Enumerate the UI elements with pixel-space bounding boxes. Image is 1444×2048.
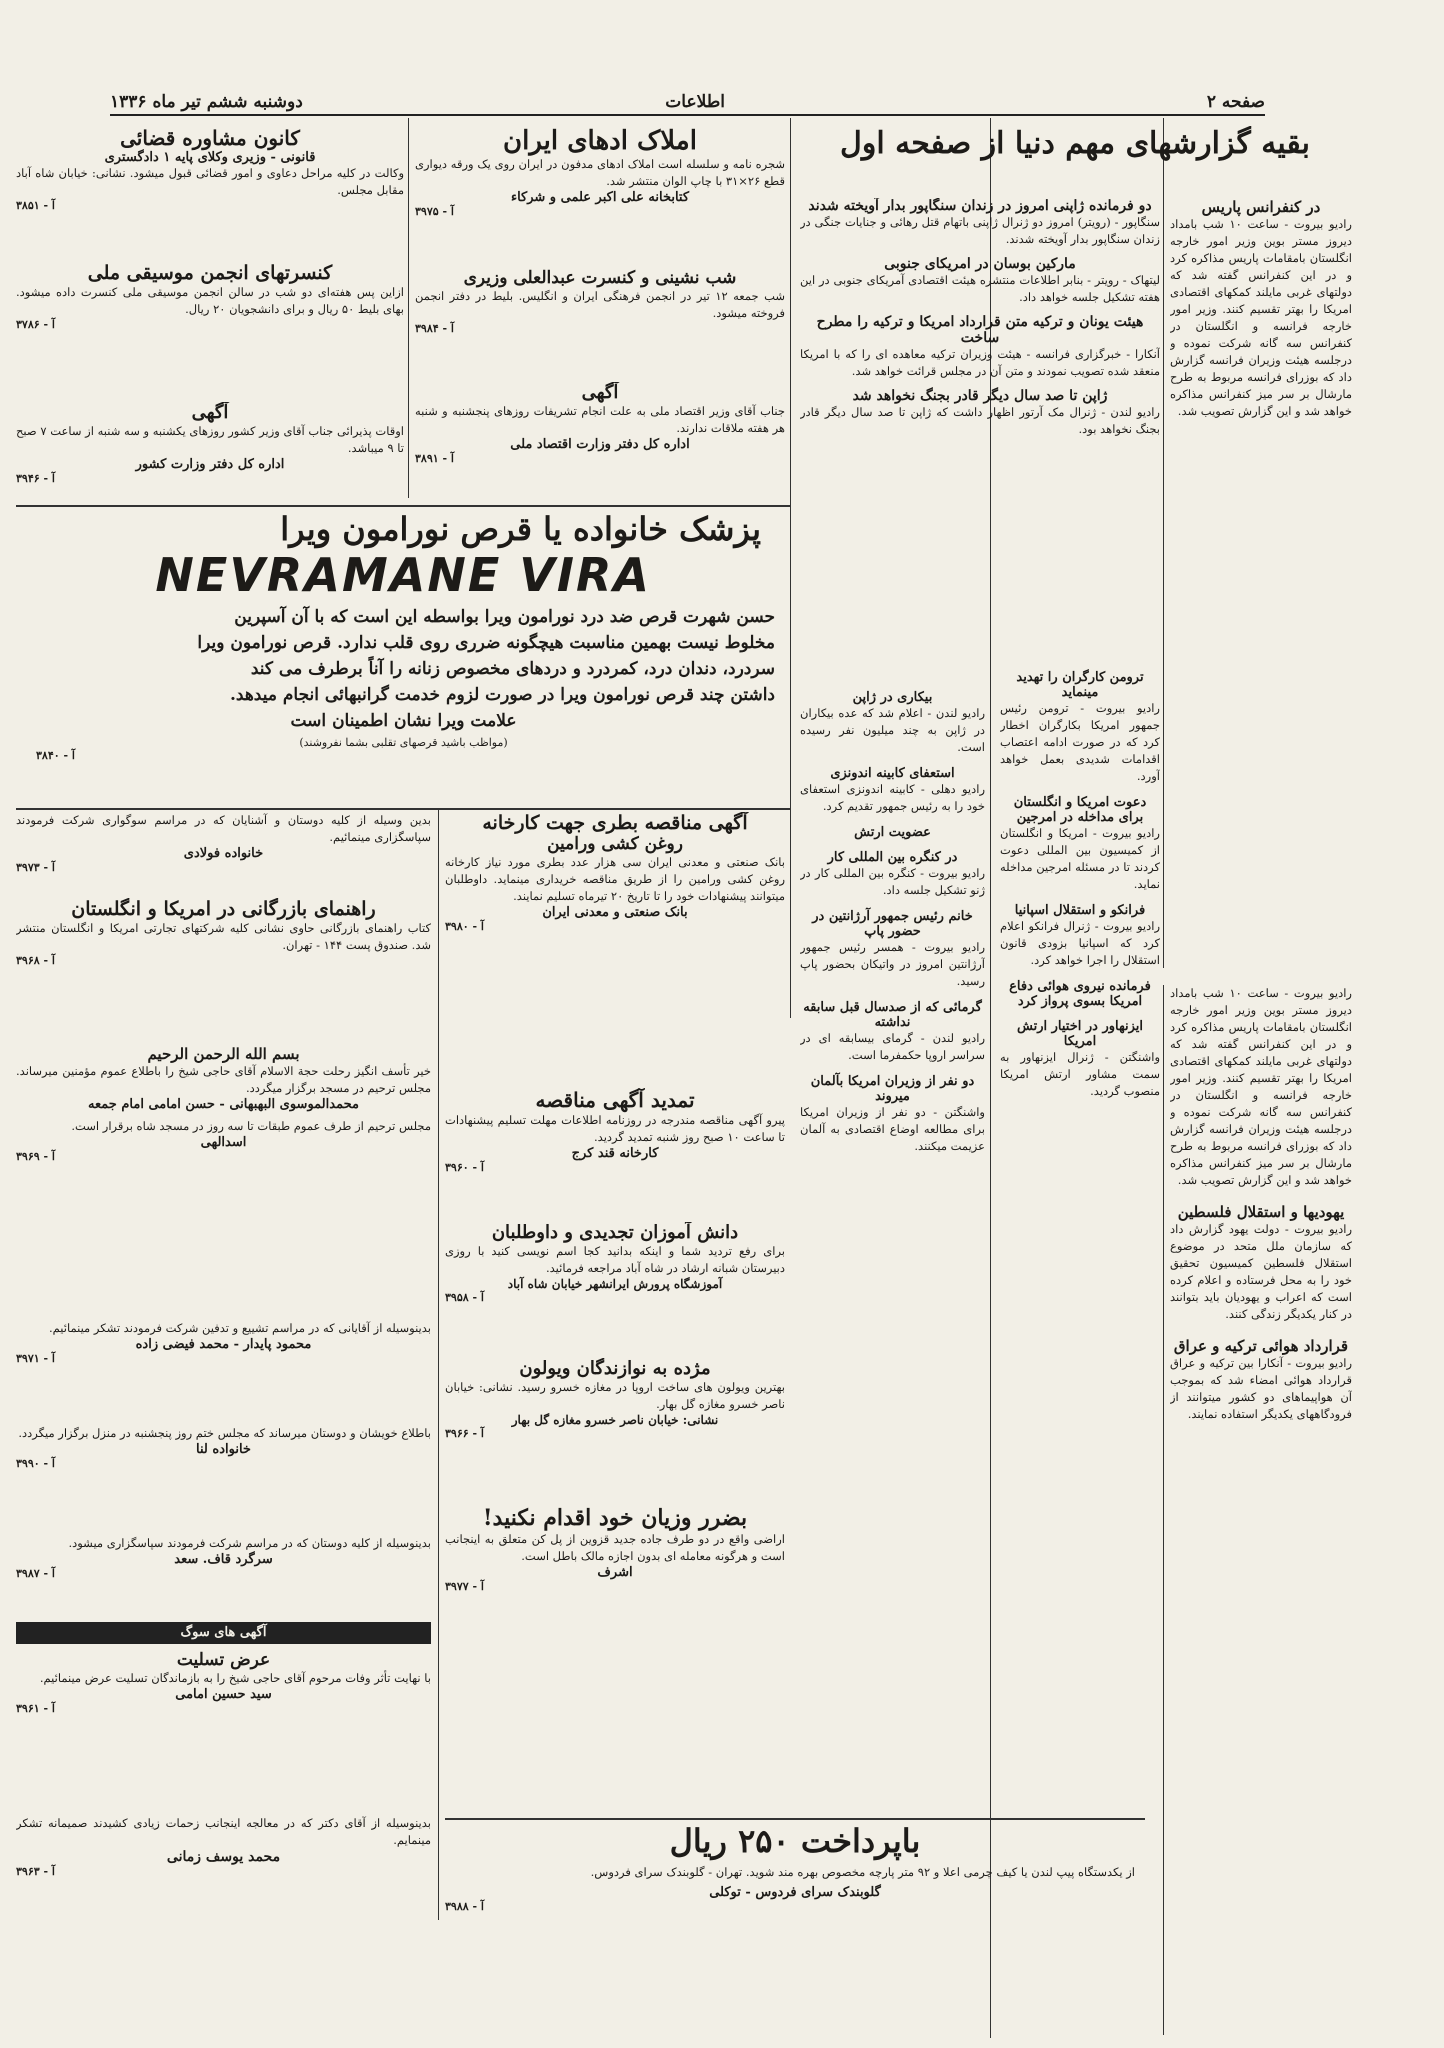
ad-sign: اداره کل دفتر وزارت کشور bbox=[135, 457, 285, 472]
right-column-lower bbox=[1170, 985, 1352, 2035]
ad-code: آ - ۳۹۷۵ bbox=[415, 205, 454, 218]
column-rule bbox=[408, 118, 409, 498]
besm-notice bbox=[16, 1045, 431, 1315]
story-body: رادیو بیروت - آنکارا بین ترکیه و عراق قرارداد هوائی امضاء شد که بموجب آن هواپیماهای دو کشور میتوانند از فرودگاههای یکدیگر استفاده نمایند. bbox=[1170, 1356, 1352, 1421]
ad-code: آ - ۳۹۶۸ bbox=[16, 954, 55, 967]
ad-code: آ - ۳۷۸۶ bbox=[16, 318, 55, 331]
story-title: بیکاری در ژاپن bbox=[852, 690, 933, 705]
ad-body: وکالت در کلیه مراحل دعاوی و امور قضائی قبول میشود. نشانی: خیابان شاه آباد مقابل مجلس. bbox=[16, 166, 404, 197]
zamani-notice bbox=[16, 1815, 431, 2030]
story-title: ترومن کارگران را تهدید مینماید bbox=[1016, 670, 1144, 700]
notice-body: بدینوسیله از کلیه دوستان که در مراسم شرکت فرمودند سپاسگزاری میشود. bbox=[68, 1536, 431, 1550]
story-title: استعفای کابینه اندونزی bbox=[830, 766, 955, 781]
story-title: در کنفرانس پاریس bbox=[1201, 198, 1321, 216]
story-body: رادیو بیروت - ساعت ۱۰ شب بامداد دیروز مستر بوین وزیر امور خارجه انگلستان بامقامات پاریس مذاکره کرد و در این کنفرانس گفته شد که دولتهای غربی مایلند کمکهای اقتصادی امریکا را بهتر تقسیم کنند. وزیر امور خارجه فرانسه و انگلستان در کنفرانس سه گانه شرکت نموده و درجلسه هیئت وزیران فرانسه گزارش داد که بوزرای فرانسه مربوط به طرح مارشال بر سر میز کنفرانس مذاکره خواهد شد و این گزارش تصویب شد. bbox=[1170, 217, 1352, 418]
story-title: دو فرمانده ژاپنی امروز در زندان سنگاپور بدار آویخته شدند bbox=[808, 198, 1152, 214]
ad-sign: نشانی: خیابان ناصر خسرو مغازه گل بهار bbox=[511, 1413, 719, 1427]
section-rule bbox=[16, 808, 791, 810]
ad-body: اوقات پذیرائی جناب آقای وزیر کشور روزهای یکشنبه و سه شنبه از ساعت ۷ صبح تا ۹ میباشد. bbox=[16, 424, 404, 455]
ad-code: آ - ۳۹۹۰ bbox=[16, 1457, 55, 1470]
story-title: فرمانده نیروی هوائی دفاع امریکا بسوی پرواز کرد bbox=[1009, 979, 1151, 1009]
ad-code: آ - ۳۹۶۰ bbox=[445, 1161, 484, 1174]
sogvari-banner: آگهی های سوگ bbox=[16, 1622, 431, 1644]
story-body: رادیو بیروت - دولت یهود گزارش داد که سازمان ملل متحد در موضوع استقلال فلسطین کمیسیون تحقیق خود را به محل فرستاده و اعلام کرده است که اعراب و یهودیان باید بتوانند در کنار یکدیگر زندگی کنند. bbox=[1170, 1222, 1352, 1321]
notice-sign: خانواده لنا bbox=[196, 1442, 251, 1457]
ad-title: دانش آموزان تجدیدی و داوطلبان bbox=[491, 1222, 739, 1243]
agahi-ad bbox=[415, 382, 785, 500]
monaqese-ad bbox=[445, 812, 785, 1082]
column-rule bbox=[1163, 118, 1164, 968]
lana-notice bbox=[16, 1425, 431, 1530]
ad-title: املاک ادهای ایران bbox=[503, 126, 697, 156]
ad-body: از یکدستگاه پیپ لندن یا کیف چرمی اعلا و ۹۲ متر پارچه مخصوص بهره مند شوید. تهران - گلوبندک سرای فردوس. bbox=[590, 1865, 1135, 1879]
story-body: رادیو دهلی - کابینه اندونزی استعفای خود را به رئیس جمهور تقدیم کرد. bbox=[800, 782, 985, 813]
ad-body: کتاب راهنمای بازرگانی حاوی نشانی کلیه شرکتهای تجارتی امریکا و انگلستان منتشر شد. صندوق پست ۱۴۴ - تهران. bbox=[16, 921, 431, 952]
ad-code: آ - ۳۹۵۸ bbox=[445, 1291, 484, 1304]
story-title: مارکین بوسان در امریکای جنوبی bbox=[884, 256, 1076, 272]
ad-body: بانک صنعتی و معدنی ایران سی هزار عدد بطری مورد نیاز کارخانه روغن کشی ورامین را از طریق مناقصه خریداری مینماید. داوطلبان میتوانند پیشنهادات خود را تا تاریخ ۲۰ تیرماه تسلیم نمایند. bbox=[445, 855, 785, 903]
story-body: رادیو بیروت - ترومن رئیس جمهور امریکا بکارگران اخطار کرد که در صورت ادامه اعتصاب اقدامات شدیدی بعمل خواهد آورد. bbox=[1000, 701, 1160, 783]
ad-title: آگهی bbox=[581, 382, 619, 403]
ad-code: آ - ۳۹۸۰ bbox=[445, 920, 484, 933]
story-body: رادیو بیروت - همسر رئیس جمهور آرژانتین امروز در واتیکان بحضور پاپ رسید. bbox=[800, 940, 985, 988]
vira-slogan: علامت ویرا نشان اطمینان است bbox=[290, 711, 517, 731]
notice-title: عرض تسلیت bbox=[176, 1650, 271, 1670]
vira-note: (مواظب باشید قرصهای تقلبی بشما نفروشند) bbox=[299, 736, 508, 749]
ad-code: آ - ۳۹۶۱ bbox=[16, 1702, 55, 1715]
ad-code: آ - ۳۹۸۸ bbox=[445, 1900, 484, 1913]
story-title: خانم رئیس جمهور آرژانتین در حضور پاپ bbox=[812, 909, 973, 939]
ad-code: آ - ۳۹۶۳ bbox=[16, 1865, 55, 1878]
ad-subtitle: قانونی - وزیری وکلای پایه ۱ دادگستری bbox=[104, 150, 316, 165]
story-title: فرانکو و استقلال اسپانیا bbox=[1014, 903, 1146, 918]
column-rule bbox=[438, 810, 439, 1920]
ad-title: تمدید آگهی مناقصه bbox=[535, 1088, 695, 1112]
vira-line: حسن شهرت قرص ضد درد نورامون ویرا بواسطه این است که با آن آسپرین bbox=[234, 607, 775, 627]
notice-sign: محمدالموسوی البهبهانی - حسن امامی امام جمعه bbox=[88, 1097, 359, 1112]
ad-body: برای رفع تردید شما و اینکه بدانید کجا اسم نویسی کنید با روزی دبیرستان شبانه ارشاد در شاه آباد مراجعه فرمائید. bbox=[445, 1244, 785, 1275]
sargord-notice bbox=[16, 1535, 431, 1615]
notice-sign: سید حسین امامی bbox=[175, 1687, 272, 1702]
story-title: دعوت امریکا و انگلستان برای مداخله در امرجین bbox=[1013, 795, 1147, 825]
ad-sign: اشرف bbox=[597, 1565, 633, 1580]
story-title: دو نفر از وزیران امریکا بآلمان میروند bbox=[810, 1074, 975, 1104]
agahi-ad-2 bbox=[16, 402, 404, 502]
pardakht-ad bbox=[445, 1822, 1145, 2032]
section-rule bbox=[445, 1818, 1145, 1820]
story-title: ایزنهاور در اختیار ارتش امریکا bbox=[1017, 1019, 1143, 1049]
ad-code: آ - ۳۹۸۴ bbox=[415, 322, 454, 335]
page-header bbox=[110, 88, 1265, 116]
ad-sign: بانک صنعتی و معدنی ایران bbox=[542, 905, 688, 920]
ad-sign: اداره کل دفتر وزارت اقتصاد ملی bbox=[510, 437, 690, 452]
kanun-ad bbox=[16, 126, 404, 258]
vira-line: سردرد، دندان درد، کمردرد و دردهای مخصوص زنانه را آناً برطرف می کند bbox=[250, 659, 775, 679]
ad-title: راهنمای بازرگانی در امریکا و انگلستان bbox=[71, 898, 376, 920]
notice-sign: محمود پایدار - محمد فیضی زاده bbox=[135, 1337, 312, 1352]
vira-headline: پزشک خانواده یا قرص نورامون ویرا bbox=[280, 510, 761, 548]
story-body: آنکارا - خبرگزاری فرانسه - هیئت وزیران ترکیه معاهده ای را که با امریکا منعقد شده تصویب نمودند و متن آن در مجلس قرائت خواهد شد. bbox=[800, 347, 1160, 378]
main-headline: بقیه گزارشهای مهم دنیا از صفحه اول bbox=[840, 126, 1310, 161]
ad-body: جناب آقای وزیر اقتصاد ملی به علت انجام تشریفات روزهای پنجشنبه و شنبه هر هفته ملاقات ندارند. bbox=[415, 404, 785, 435]
vira-line: مخلوط نیست بهمین مناسبت هیچگونه ضرری روی قلب ندارد. قرص نورامون ویرا bbox=[197, 633, 775, 653]
ad-body: ازاین پس هفته‌ای دو شب در سالن انجمن موسیقی ملی کنسرت داده میشود. بهای بلیط ۵۰ ریال و برای دانشجویان ۲۰ ریال. bbox=[16, 285, 404, 316]
story-body: رادیو بیروت - ساعت ۱۰ شب بامداد دیروز مستر بوین وزیر امور خارجه انگلستان بامقامات پاریس مذاکره کرد و در این کنفرانس گفته شد که دولتهای غربی مایلند کمکهای اقتصادی امریکا را بهتر تقسیم کنند. وزیر امور خارجه فرانسه و انگلستان در کنفرانس سه گانه شرکت نموده و درجلسه هیئت وزیران فرانسه گزارش داد که بوزرای فرانسه مربوط به طرح مارشال بر سر میز کنفرانس مذاکره خواهد شد و این گزارش تصویب شد. bbox=[1170, 986, 1352, 1187]
ad-title: باپرداخت ۲۵۰ ریال bbox=[669, 1822, 921, 1860]
ad-sign: گلوبندک سرای فردوس - توکلی bbox=[709, 1885, 881, 1900]
ad-code: آ - ۳۹۶۹ bbox=[16, 1150, 55, 1163]
story-body: رادیو لندن - اعلام شد که عده بیکاران در ژاپن به چند میلیون نفر رسیده است. bbox=[800, 706, 985, 754]
amlak-ad bbox=[415, 126, 785, 261]
story-title: قرارداد هوائی ترکیه و عراق bbox=[1173, 1337, 1349, 1355]
story-title: هیئت یونان و ترکیه متن قرارداد امریکا و ترکیه را مطرح ساخت bbox=[816, 314, 1144, 346]
ad-code: آ - ۳۸۵۱ bbox=[16, 199, 55, 212]
notice-sign: خانواده فولادی bbox=[183, 846, 264, 861]
story-title: در کنگره بین المللی کار bbox=[827, 850, 958, 865]
taslit-notice bbox=[16, 1650, 431, 1810]
ad-code: آ - ۳۹۷۷ bbox=[445, 1580, 484, 1593]
ad-sign: آموزشگاه پرورش ایرانشهر خیابان شاه آباد bbox=[507, 1277, 723, 1291]
shab-ad bbox=[415, 268, 785, 378]
konsert-ad bbox=[16, 262, 404, 397]
ad-subtitle: روغن کشی ورامین bbox=[547, 834, 683, 854]
notice-title: بسم الله الرحمن الرحیم bbox=[147, 1045, 300, 1063]
story-title: ژاپن تا صد سال دیگر قادر بجنگ نخواهد شد bbox=[852, 388, 1108, 404]
notice-body: بدینوسیله از آقای دکتر که در معالجه اینجانب زحمات زیادی کشیدند صمیمانه تشکر مینمایم. bbox=[16, 1816, 431, 1847]
notice-sign: اسدالهی bbox=[200, 1135, 247, 1150]
page-label: صفحه ۲ bbox=[1206, 92, 1265, 112]
story-title: گرمائی که از صدسال قبل سابقه نداشته bbox=[803, 1000, 982, 1030]
ad-title: کنسرتهای انجمن موسیقی ملی bbox=[87, 262, 333, 284]
vira-latin-logo: NEVRAMANE VIRA bbox=[155, 548, 651, 602]
story-body: لیتهاک - رویتر - بنابر اطلاعات منتشره هیئت اقتصادی آمریکای جنوبی در این هفته تشکیل جلسه خواهد داد. bbox=[800, 273, 1160, 304]
issue-date: دوشنبه ششم تیر ماه ۱۳۳۶ bbox=[110, 92, 303, 112]
notice-body: بدین وسیله از کلیه دوستان و آشنایان که در مراسم سوگواری شرکت فرمودند سپاسگزاری مینمائیم. bbox=[16, 813, 431, 844]
column-rule bbox=[1163, 985, 1164, 2035]
story-body: واشنگتن - ژنرال ایزنهاور به سمت مشاور ارتش امریکا منصوب گردید. bbox=[1000, 1050, 1160, 1098]
story-body: رادیو بیروت - امریکا و انگلستان از کمیسیون بین المللی دعوت کردند تا در مسئله امرجین مداخله نماید. bbox=[1000, 826, 1160, 891]
tashakor-notice bbox=[16, 812, 431, 892]
notice-body: با نهایت تأثر وفات مرحوم آقای حاجی شیخ را به بازماندگان تسلیت عرض مینمائیم. bbox=[39, 1671, 431, 1685]
ad-code: آ - ۳۸۴۰ bbox=[36, 749, 75, 762]
story-body: رادیو بیروت - ژنرال فرانکو اعلام کرد که اسپانیا بزودی قانون استقلال را اجرا خواهد کرد. bbox=[1000, 919, 1160, 967]
story-body: سنگاپور - (رویتر) امروز دو ژنرال ژاپنی باتهام قتل رهائی و جنایات جنگی در زندان سنگاپور بدار آویخته شدند. bbox=[800, 215, 1160, 246]
ad-title: مژده به نوازندگان ویولون bbox=[519, 1358, 711, 1379]
ad-code: آ - ۳۹۸۷ bbox=[16, 1567, 55, 1580]
bezrur-ad bbox=[445, 1505, 785, 1805]
notice-body: بدینوسیله از آقایانی که در مراسم تشییع و تدفین شرکت فرمودند تشکر مینمائیم. bbox=[48, 1321, 431, 1335]
ad-body: بهترین ویولون های ساخت اروپا در مغازه خسرو رسید. نشانی: خیابان ناصر خسرو مغازه گل بهار. bbox=[445, 1380, 785, 1411]
mojde-ad bbox=[445, 1358, 785, 1498]
main-headline-block bbox=[800, 126, 1350, 196]
story-body: رادیو بیروت - کنگره بین المللی کار در ژنو تشکیل جلسه داد. bbox=[800, 866, 985, 897]
ad-body: شب جمعه ۱۲ تیر در انجمن فرهنگی ایران و انگلیس. بلیط در دفتر انجمن فروخته میشود. bbox=[415, 289, 785, 320]
ad-title: کانون مشاوره قضائی bbox=[120, 126, 300, 150]
ad-sign: کتابخانه علی اکبر علمی و شرکاء bbox=[510, 190, 690, 205]
vira-ad bbox=[16, 510, 791, 805]
ad-body: شجره نامه و سلسله است املاک ادهای مدفون در ایران روی یک ورقه دیواری قطع ۲۶×۳۱ با چاپ الوان منتشر شد. bbox=[415, 157, 785, 188]
ad-body: اراضی واقع در دو طرف جاده جدید قزوین از پل کن متعلق به اینجانب است و هرگونه معامله ای بدون اجازه مالک باطل است. bbox=[445, 1532, 785, 1563]
middle-subcolumn-left bbox=[800, 690, 985, 1920]
story-title: عضویت ارتش bbox=[854, 825, 931, 840]
notice-body: خیر تأسف انگیز رحلت حجة الاسلام آقای حاجی شیخ را باطلاع عموم مؤمنین میرساند. مجلس ترحیم در مسجد برگزار میگردد. bbox=[16, 1064, 431, 1095]
ad-title: بضرر وزیان خود اقدام نکنید! bbox=[482, 1505, 748, 1531]
notice-body: مجلس ترحیم از طرف عموم طبقات تا سه روز در مسجد شاه برقرار است. bbox=[71, 1119, 431, 1133]
notice-body: باطلاع خویشان و دوستان میرساند که مجلس ختم روز پنجشنبه در منزل برگزار میگردد. bbox=[18, 1426, 431, 1440]
ad-body: پیرو آگهی مناقصه مندرجه در روزنامه اطلاعات مهلت تسلیم پیشنهادات تا ساعت ۱۰ صبح روز شنبه تمدید گردید. bbox=[445, 1113, 785, 1144]
ad-title: آگهی bbox=[191, 402, 229, 423]
story-body: رادیو لندن - گرمای بیسابقه ای در سراسر اروپا حکمفرما است. bbox=[800, 1031, 985, 1062]
story-body: واشنگتن - دو نفر از وزیران امریکا برای مطالعه اوضاع اقتصادی به آلمان عزیمت میکنند. bbox=[800, 1105, 985, 1153]
notice-sign: سرگرد قاف. سعد bbox=[174, 1552, 273, 1567]
tamdid-ad bbox=[445, 1088, 785, 1218]
story-body: رادیو لندن - ژنرال مک آرتور اظهار داشت که ژاپن تا صد سال دیگر قادر بجنگ نخواهد بود. bbox=[800, 405, 1160, 436]
section-rule bbox=[16, 505, 791, 507]
ad-code: آ - ۳۸۹۱ bbox=[415, 452, 454, 465]
ad-code: آ - ۳۹۶۶ bbox=[445, 1427, 484, 1440]
newspaper-name: اطلاعات bbox=[665, 92, 725, 112]
vira-copy bbox=[16, 602, 791, 736]
danesh-ad bbox=[445, 1222, 785, 1352]
ad-sign: کارخانه قند کرج bbox=[571, 1146, 659, 1161]
ad-title: آگهی مناقصه بطری جهت کارخانه bbox=[482, 812, 748, 834]
vira-line: داشتن چند قرص نورامون ویرا در صورت لزوم خدمت گرانبهائی انجام میدهد. bbox=[229, 685, 775, 705]
ad-title: شب نشینی و کنسرت عبدالعلی وزیری bbox=[463, 268, 737, 288]
rahnama-ad bbox=[16, 898, 431, 1038]
story-title: یهودیها و استقلال فلسطین bbox=[1177, 1203, 1345, 1221]
ad-code: آ - ۳۹۷۱ bbox=[16, 1352, 55, 1365]
paydar-notice bbox=[16, 1320, 431, 1420]
notice-sign: محمد یوسف زمانی bbox=[166, 1849, 281, 1865]
ad-code: آ - ۳۹۴۶ bbox=[16, 472, 55, 485]
ad-code: آ - ۳۹۷۳ bbox=[16, 861, 55, 874]
right-column bbox=[1170, 198, 1352, 978]
